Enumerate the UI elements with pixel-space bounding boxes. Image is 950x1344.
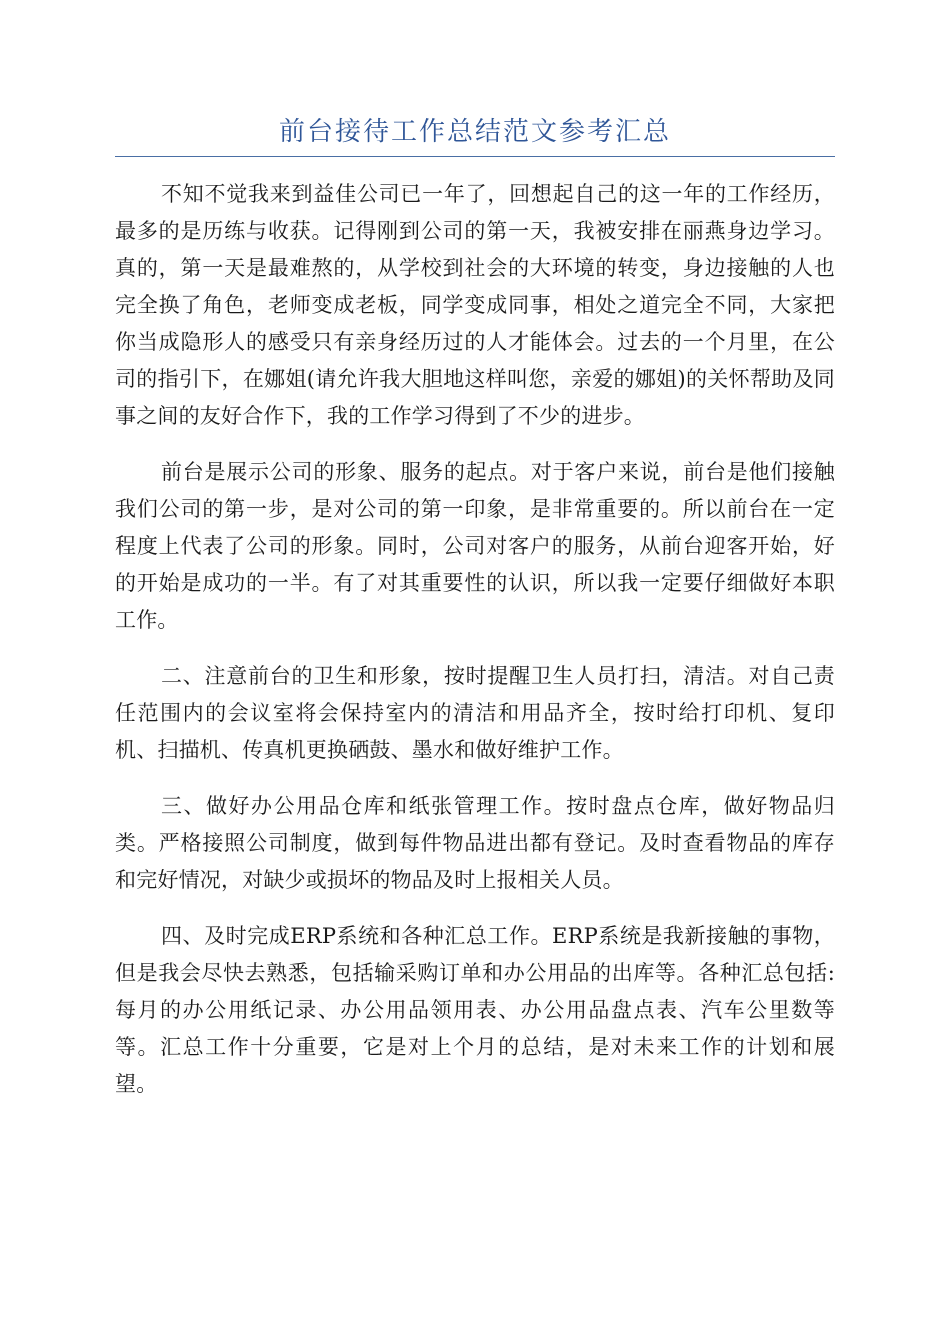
paragraph-item-three: 三、做好办公用品仓库和纸张管理工作。按时盘点仓库，做好物品归类。严格接照公司制度，做到每件物品进出都有登记。及时查看物品的库存和完好情况，对缺少或损坏的物品及时上报相关人员。 — [115, 794, 835, 892]
paragraph-front-desk-role: 前台是展示公司的形象、服务的起点。对于客户来说，前台是他们接触我们公司的第一步，是对公司的第一印象，是非常重要的。所以前台在一定程度上代表了公司的形象。同时，公司对客户的服务，从前台迎客开始，好的开始是成功的一半。有了对其重要性的认识，所以我一定要仔细做好本职工作。 — [115, 460, 835, 632]
paragraph-intro: 不知不觉我来到益佳公司已一年了，回想起自己的这一年的工作经历，最多的是历练与收获。记得刚到公司的第一天，我被安排在丽燕身边学习。真的，第一天是最难熬的，从学校到社会的大环境的转变，身边接触的人也完全换了角色，老师变成老板，同学变成同事，相处之道完全不同，大家把你当成隐形人的感受只有亲身经历过的人才能体会。过去的一个月里，在公司的指引下，在娜姐(请允许我大胆地这样叫您，亲爱的娜姐)的关怀帮助及同事之间的友好合作下，我的工作学习得到了不少的进步。 — [115, 182, 835, 428]
page-title: 前台接待工作总结范文参考汇总 — [278, 117, 671, 147]
title-block — [115, 112, 835, 157]
paragraph-item-two: 二、注意前台的卫生和形象，按时提醒卫生人员打扫，清洁。对自己责任范围内的会议室将会保持室内的清洁和用品齐全，按时给打印机、复印机、扫描机、传真机更换硒鼓、墨水和做好维护工作。 — [115, 664, 835, 762]
paragraph-item-four: 四、及时完成ERP系统和各种汇总工作。ERP系统是我新接触的事物，但是我会尽快去熟悉，包括输采购订单和办公用品的出库等。各种汇总包括:每月的办公用纸记录、办公用品领用表、办公用品盘点表、汽车公里数等等。汇总工作十分重要，它是对上个月的总结，是对未来工作的计划和展望。 — [115, 924, 835, 1096]
document-body — [115, 176, 835, 1122]
